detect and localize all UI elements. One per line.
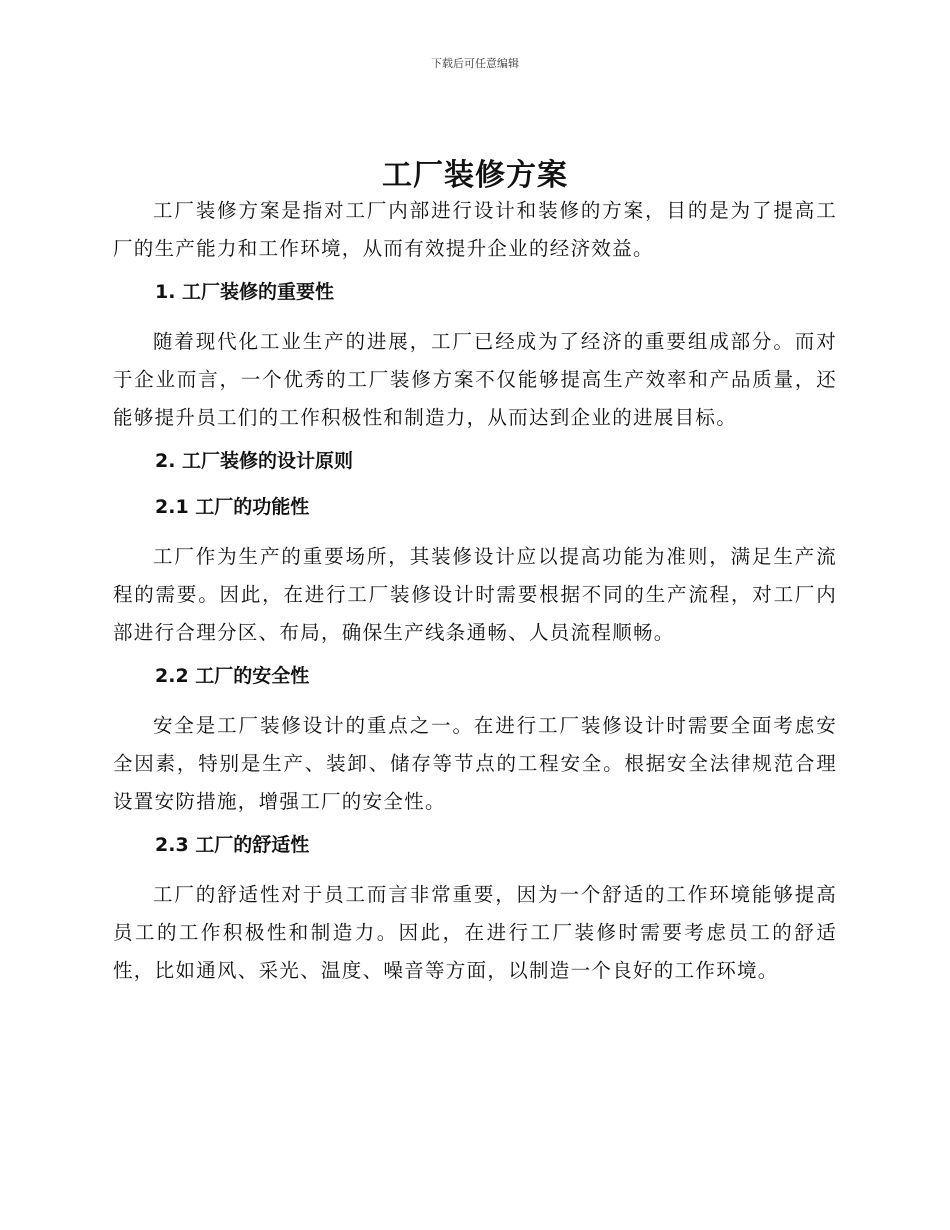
section-body-safety: 安全是工厂装修设计的重点之一。在进行工厂装修设计时需要全面考虑安全因素，特别是生产、装卸、储存等节点的工程安全。根据安全法律规范合理设置安防措施，增强工厂的安全性。 [113,714,837,813]
section-body-comfort: 工厂的舒适性对于员工而言非常重要，因为一个舒适的工作环境能够提高员工的工作积极性和制造力。因此，在进行工厂装修时需要考虑员工的舒适性，比如通风、采光、温度、噪音等方面，以制造一个良好的工作环境。 [113,883,837,982]
document-title: 工厂装修方案 [382,158,568,193]
section-body-importance: 随着现代化工业生产的进展，工厂已经成为了经济的重要组成部分。而对于企业而言，一个优秀的工厂装修方案不仅能够提高生产效率和产品质量，还能够提升员工们的工作积极性和制造力，从而达到企业的进展目标。 [113,330,837,429]
intro-paragraph: 工厂装修方案是指对工厂内部进行设计和装修的方案，目的是为了提高工厂的生产能力和工作环境，从而有效提升企业的经济效益。 [113,199,837,260]
section-body-functionality: 工厂作为生产的重要场所，其装修设计应以提高功能为准则，满足生产流程的需要。因此，在进行工厂装修设计时需要根据不同的生产流程，对工厂内部进行合理分区、布局，确保生产线条通畅、人员流程顺畅。 [113,545,837,644]
section-heading-functionality: 2.1 工厂的功能性 [155,496,310,518]
section-heading-comfort: 2.3 工厂的舒适性 [155,834,310,856]
section-heading-safety: 2.2 工厂的安全性 [155,665,310,687]
section-heading-importance: 1. 工厂装修的重要性 [155,281,335,303]
header-note: 下载后可任意编辑 [431,57,519,70]
section-heading-design-principles: 2. 工厂装修的设计原则 [155,450,354,472]
document-body [113,192,837,999]
